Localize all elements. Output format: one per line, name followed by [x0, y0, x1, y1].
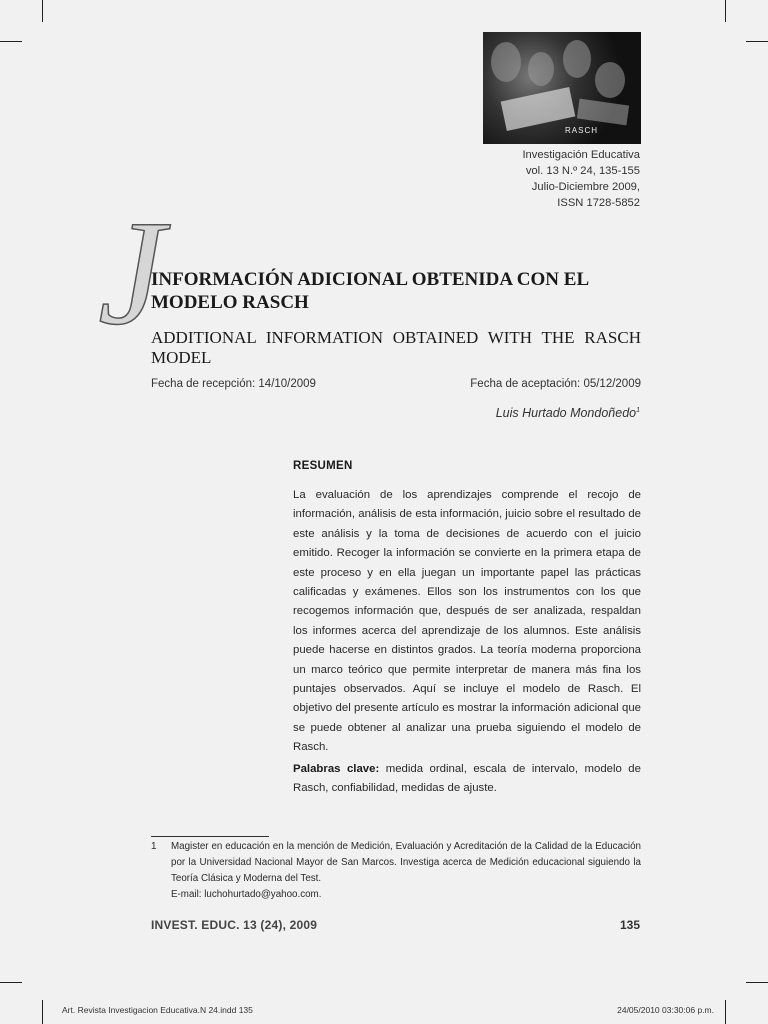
journal-volume: vol. 13 N.º 24, 135-155 [525, 165, 640, 177]
journal-name: Investigación Educativa [522, 149, 640, 161]
crop-mark [746, 982, 768, 983]
crop-mark [725, 1000, 726, 1024]
author [496, 406, 640, 420]
crop-mark [0, 982, 22, 983]
crop-mark [725, 0, 726, 22]
page-number: 135 [619, 918, 640, 932]
footnote-text: Magister en educación en la mención de Medición, Evaluación y Acreditación de la Calidad de la Educación por la Universidad Nacional Mayor de San Marcos. Investiga acerca de Medición educacional siguiendo la Teoría Clásica y Moderna del Test. [171, 841, 641, 884]
author-footnote-mark: 1 [636, 406, 640, 414]
abstract-text: La evaluación de los aprendizajes comprende el recojo de información, análisis de esta información, juicio sobre el resultado de este análisis y la toma de decisiones de acuerdo con el juicio emitido. Recoger la información se convierte en la primera etapa de este proceso y en ella juegan un importante papel las prácticas calificadas y exámenes. Ellos son los instrumentos con los que recogemos información que, después de ser analizada, respaldan los informes acerca del aprendizaje de los alumnos. Este análisis puede hacerse en distintos grados. La teoría moderna proporciona un marco teórico que permite interpretar de manera más fina los puntajes observados. Aquí se incluye el modelo de Rasch. El objetivo del presente artículo es mostrar la información adicional que se puede obtener al analizar una prueba siguiendo el modelo de Rasch. [293, 489, 641, 754]
author-name: Luis Hurtado Mondoñedo [495, 406, 637, 420]
date-accepted: Fecha de aceptación: 05/12/2009 [470, 378, 641, 390]
journal-info [522, 147, 640, 211]
running-footer: INVEST. EDUC. 13 (24), 2009 [151, 918, 318, 932]
keywords-text: medida ordinal, escala de intervalo, modelo de Rasch, confiabilidad, medidas de ajuste. [293, 763, 641, 795]
article-title-es: INFORMACIÓN ADICIONAL OBTENIDA CON EL MODELO RASCH [151, 269, 589, 313]
cover-label: RASCH [565, 126, 599, 135]
article-title-en: ADDITIONAL INFORMATION OBTAINED WITH THE RASCH MODEL [151, 328, 641, 367]
footnote [151, 839, 641, 903]
footnote-number: 1 [151, 841, 157, 852]
article-dates [151, 378, 641, 390]
date-received: Fecha de recepción: 14/10/2009 [151, 378, 316, 390]
keywords-label: Palabras clave: [293, 763, 380, 775]
journal-issn: ISSN 1728-5852 [557, 197, 640, 209]
crop-mark [42, 0, 43, 22]
footnote-rule [151, 836, 269, 837]
journal-period: Julio-Diciembre 2009, [531, 181, 640, 193]
keywords [293, 760, 641, 799]
crop-mark [42, 1000, 43, 1024]
journal-cover-image [483, 32, 641, 144]
crop-mark [0, 41, 22, 42]
slug-timestamp: 24/05/2010 03:30:06 p.m. [617, 1005, 714, 1015]
footnote-email: E-mail: luchohurtado@yahoo.com. [171, 889, 322, 900]
crop-mark [746, 41, 768, 42]
decorative-initial: J [98, 190, 165, 356]
slug-file: Art. Revista Investigacion Educativa.N 24.indd 135 [62, 1005, 253, 1015]
abstract-heading: RESUMEN [293, 460, 353, 472]
